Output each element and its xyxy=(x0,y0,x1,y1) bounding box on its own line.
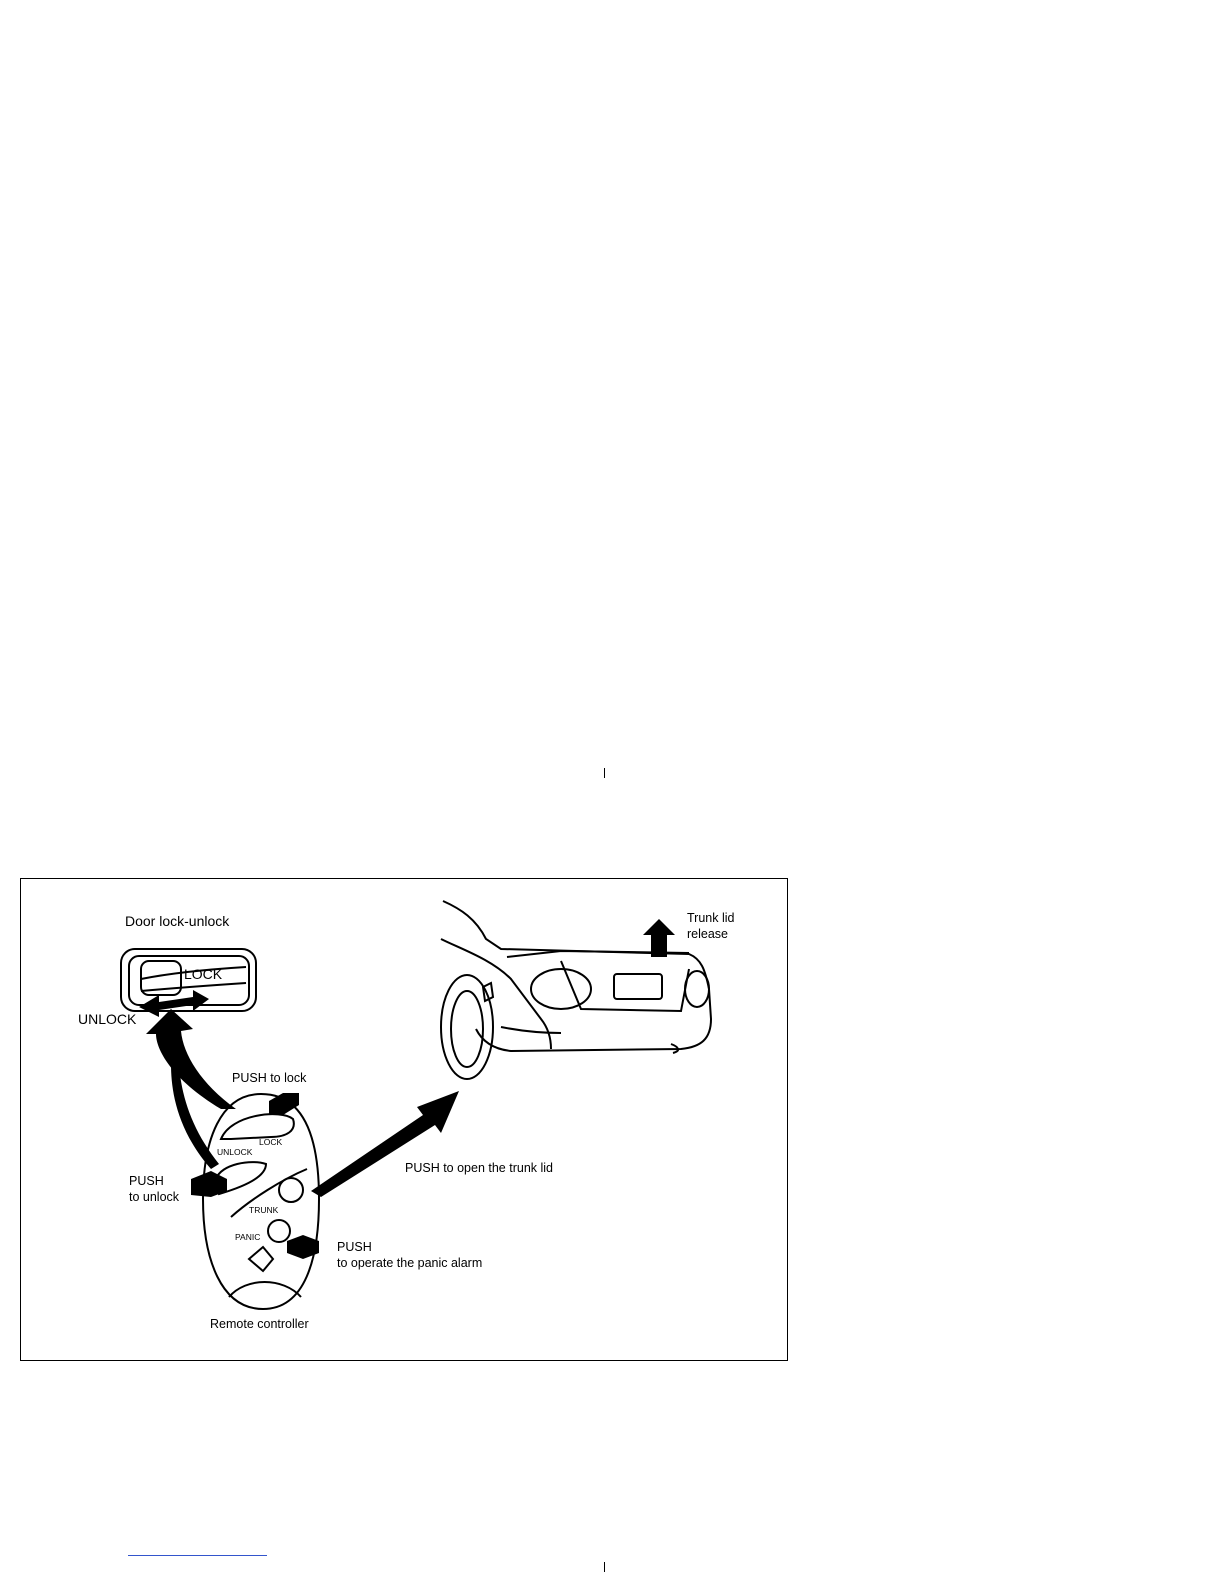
remote-trunk-button-label: TRUNK xyxy=(249,1205,279,1215)
door-double-arrow xyxy=(21,879,139,1307)
push-to-lock-label: PUSH to lock xyxy=(232,1071,307,1085)
push-unlock-label-line1: PUSH xyxy=(129,1174,164,1188)
remote-unlock-button-label: UNLOCK xyxy=(217,1147,253,1157)
push-panic-label-line1: PUSH xyxy=(337,1240,372,1254)
door-lock-unlock-label: Door lock-unlock xyxy=(125,913,230,929)
push-panic-label-line2: to operate the panic alarm xyxy=(337,1256,483,1270)
remote-lock-button-label: LOCK xyxy=(259,1137,283,1147)
remote-controller-figure xyxy=(20,878,788,1361)
push-unlock-label-line2: to unlock xyxy=(129,1190,180,1204)
trunk-release-arrow xyxy=(643,919,675,957)
push-trunk-label: PUSH to open the trunk lid xyxy=(405,1161,553,1175)
remote-controller-caption: Remote controller xyxy=(210,1317,309,1331)
margin-tick-bottom xyxy=(604,1562,605,1572)
footer-link-underline[interactable] xyxy=(128,1555,267,1556)
door-unlock-label: UNLOCK xyxy=(78,1011,137,1027)
margin-tick-top xyxy=(604,768,605,778)
trunk-lid-release-label-line2: release xyxy=(687,927,728,941)
remote-panic-button-label: PANIC xyxy=(235,1232,261,1242)
car-rear-drawing xyxy=(441,901,711,1079)
figure-illustration xyxy=(21,879,789,1362)
trunk-lid-release-label-line1: Trunk lid xyxy=(687,911,735,925)
remote-body-drawing xyxy=(203,1094,319,1309)
door-lock-label: LOCK xyxy=(184,966,223,982)
remote-to-trunk-arrow xyxy=(311,1091,459,1197)
remote-to-door-arrow xyxy=(146,1009,236,1109)
